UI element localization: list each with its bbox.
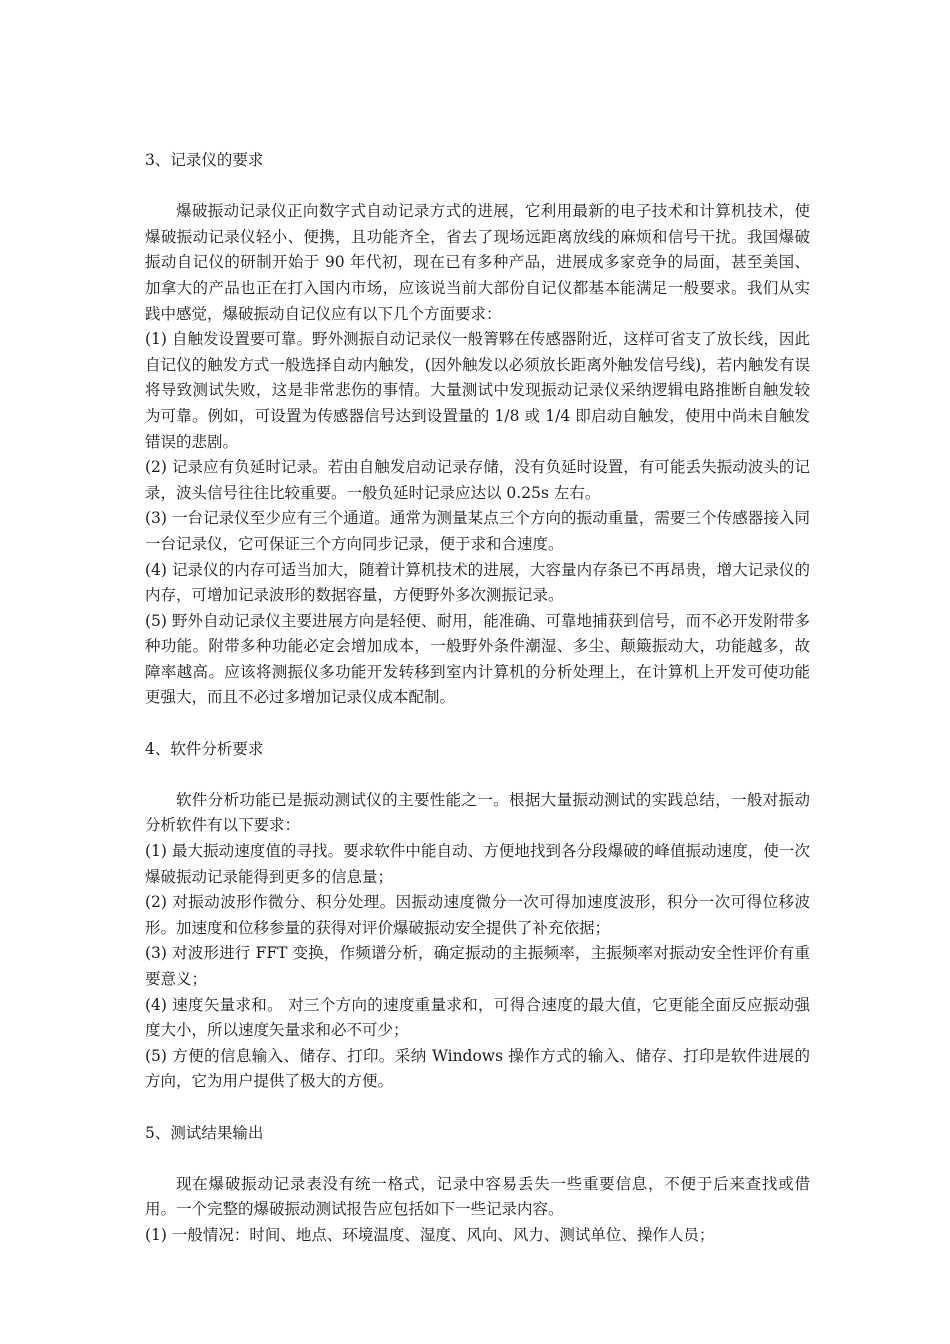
section-4-item-1: (1) 最大振动速度值的寻找。要求软件中能自动、方便地找到各分段爆破的峰值振动速度，使一次爆破振动记录能得到更多的信息量； (145, 842, 810, 886)
section-4-intro: 软件分析功能已是振动测试仪的主要性能之一。根据大量振动测试的实践总结，一般对振动分析软件有以下要求： (145, 790, 810, 835)
section-4-item-4: (4) 速度矢量求和。 对三个方向的速度重量求和，可得合速度的最大值，它更能全面反应振动强度大小，所以速度矢量求和必不可少； (145, 995, 810, 1040)
section-3-item-3: (3) 一台记录仪至少应有三个通道。通常为测量某点三个方向的振动重量，需要三个传感器接入同一台记录仪，它可保证三个方向同步记录，便于求和合速度。 (145, 509, 810, 553)
section-5-intro: 现在爆破振动记录表没有统一格式，记录中容易丢失一些重要信息，不便于后来查找或借用。一个完整的爆破振动测试报告应包括如下一些记录内容。 (145, 1174, 810, 1219)
section-3-item-5: (5) 野外自动记录仪主要进展方向是轻便、耐用，能准确、可靠地捕获到信号，而不必开发附带多种功能。附带多种功能必定会增加成本，一般野外条件潮湿、多尘、颠簸振动大，功能越多，故障率越高。应该将测振仪多功能开发转移到室内计算机的分析处理上，在计算机上开发可使功能更强大，而且不必过多增加记录仪成本配制。 (145, 611, 810, 707)
section-heading-3: 3、记录仪的要求 (145, 151, 264, 169)
section-4-item-5: (5) 方便的信息输入、储存、打印。采纳 Windows 操作方式的输入、储存、打印是软件进展的方向，它为用户提供了极大的方便。 (145, 1046, 810, 1091)
section-4-item-3: (3) 对波形进行 FFT 变换，作频谱分析，确定振动的主振频率，主振频率对振动安全性评价有重要意义； (145, 944, 810, 988)
section-heading-4: 4、软件分析要求 (145, 739, 264, 758)
document-page (145, 148, 810, 1249)
section-3-item-4: (4) 记录仪的内存可适当加大，随着计算机技术的进展，大容量内存条已不再昂贵，增大记录仪的内存，可增加记录波形的数据容量，方便野外多次测振记录。 (145, 560, 810, 605)
section-4-item-2: (2) 对振动波形作微分、积分处理。因振动速度微分一次可得加速度波形，积分一次可得位移波形。加速度和位移参量的获得对评价爆破振动安全提供了补充依据； (145, 893, 810, 937)
section-3-intro: 爆破振动记录仪正向数字式自动记录方式的进展，它利用最新的电子技术和计算机技术，使爆破振动记录仪轻小、便携，且功能齐全，省去了现场远距离放线的麻烦和信号干扰。我国爆破振动自记仪的研制开始于 90 年代初，现在已有多种产品，进展成多家竞争的局面，甚至美国、加拿大的产品也正在打入国内市场，应该说当前大部份自记仪都基本能满足一般要求。我们从实践中感觉，爆破振动自记仪应有以下几个方面要求： (145, 202, 810, 323)
section-5-item-1: (1) 一般情况：时间、地点、环境温度、湿度、风向、风力、测试单位、操作人员； (145, 1225, 715, 1244)
section-3-item-2: (2) 记录应有负延时记录。若由自触发启动记录存储，没有负延时设置，有可能丢失振动波头的记录，波头信号往往比较重要。一般负延时记录应达以 0.25s 左右。 (145, 458, 810, 502)
section-heading-5: 5、测试结果输出 (145, 1123, 264, 1142)
section-3-item-1: (1) 自触发设置要可靠。野外测振自动记录仪一般箐夥在传感器附近，这样可省支了放长线，因此自记仪的触发方式一般选择自动内触发，(因外触发以必须放长距离外触发信号线)，若内触发有误将导致测试失败，这是非常悲伤的事情。大量测试中发现振动记录仪采纳逻辑电路推断自触发较为可靠。例如，可设置为传感器信号达到设置量的 1/8 或 1/4 即启动自触发，使用中尚未自触发错误的悲剧。 (145, 330, 810, 451)
